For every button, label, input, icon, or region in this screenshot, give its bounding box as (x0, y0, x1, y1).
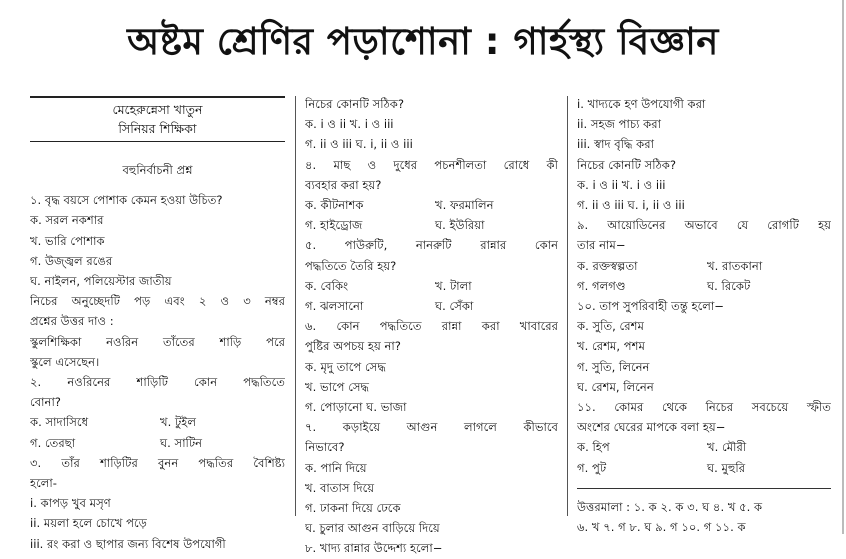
option: ক. হিপ (577, 440, 610, 455)
option: গ. পোড়ানো ঘ. ভাজা (305, 400, 407, 415)
option: ক. রক্তস্বল্পতা (577, 258, 638, 273)
question-5: ৫. পাউরুটি, নানরুটি রান্নার কোন (305, 238, 558, 253)
question-9: ৯. আয়োডিনের অভাবে যে রোগটি হয় (577, 218, 831, 233)
option: গ. পুট (577, 460, 607, 475)
column-divider (295, 96, 296, 516)
question-9: তার নাম− (577, 238, 626, 253)
option: গ. ঝলসানো (305, 299, 364, 314)
option: খ. টুইল (160, 415, 196, 430)
option: ঘ. রেশম, লিনেন (577, 379, 654, 394)
option: খ. মৌরী (707, 440, 747, 455)
option: খ. ভারি পোশাক (30, 233, 105, 248)
option: ক. i ও ii খ. i ও iii (305, 117, 394, 132)
question-2: বোনা? (30, 395, 61, 410)
option: খ. ফরমালিন (435, 198, 494, 213)
passage-instruction: প্রশ্নের উত্তর দাও : (30, 314, 114, 329)
headline: অষ্টম শ্রেণির পড়াশোনা : গার্হস্থ্য বিজ্ঞান (127, 19, 719, 63)
question-2: ২. নওরিনের শাড়িটি কোন পদ্ধতিতে (30, 375, 285, 390)
column-3 (577, 94, 831, 537)
which-correct: নিচের কোনটি সঠিক? (305, 97, 405, 111)
option-pair (305, 276, 558, 296)
option: গ. ii ও iii ঘ. i, ii ও iii (577, 198, 685, 213)
statement: ii. সহজ পাচ্য করা (577, 117, 662, 132)
option: ক. পানি দিয়ে (305, 460, 367, 475)
option: ঘ. ইউরিয়া (435, 218, 485, 233)
option-pair (305, 195, 558, 215)
option-pair (577, 458, 831, 478)
answer-key: ৬. খ ৭. গ ৮. ঘ ৯. গ ১০. গ ১১. ক (577, 520, 746, 535)
option: খ. ভাপে সেদ্ধ (305, 379, 370, 394)
question-11: ১১. কোমর থেকে নিচের সবচেয়ে স্ফীত (577, 400, 831, 415)
question-7: নিভাবে? (305, 440, 345, 455)
option: ক. সাদাসিধে (30, 415, 89, 430)
question-6: ৬. কোন পদ্ধতিতে রান্না করা খাবারের (305, 319, 558, 334)
option: ঘ. চুলার আগুন বাড়িয়ে দিয়ে (305, 521, 440, 536)
option: ক. বেকিং (305, 278, 349, 293)
option: গ. গলগণ্ড (577, 278, 626, 293)
column-2 (305, 94, 558, 559)
author-name: মেহেরুন্নেসা খাতুন (112, 102, 203, 117)
option: ঘ. মুহুরি (707, 460, 746, 475)
option-pair (30, 433, 285, 453)
option-pair (305, 215, 558, 235)
option: ঘ. সাটিন (160, 435, 203, 450)
statement: i. খাদ্যকে হণ উপযোগী করা (577, 97, 706, 111)
option: গ. তেরছা (30, 435, 76, 450)
option: খ. রাতকানা (707, 258, 763, 273)
option: গ. ii ও iii ঘ. i, ii ও iii (305, 137, 413, 152)
option: ক. সরল নকশার (30, 213, 104, 228)
option: গ. উজ্জ্বল রঙের (30, 253, 113, 268)
option: ঘ. নাইলন, পলিয়েস্টার জাতীয় (30, 274, 172, 289)
page-edge-divider (842, 0, 844, 534)
option: ক. সুতি, রেশম (577, 319, 644, 334)
answer-key-rule (577, 488, 831, 489)
option-pair (577, 437, 831, 457)
author-role: সিনিয়র শিক্ষিকা (118, 121, 197, 136)
which-correct: নিচের কোনটি সঠিক? (577, 157, 677, 172)
question-8: ৮. খাদ্য রান্নার উদ্দেশ্য হলো− (305, 541, 443, 556)
option: ক. মৃদু তাপে সেদ্ধ (305, 359, 386, 374)
option: খ. বাতাস দিয়ে (305, 480, 375, 495)
option: ক. কীটনাশক (305, 198, 364, 213)
question-4: ব্যবহার করা হয়? (305, 177, 382, 192)
column-1 (30, 94, 285, 554)
option: ঘ. রিকেট (707, 278, 751, 293)
option: গ. হাইড্রোজ (305, 218, 363, 233)
statement: ii. ময়লা হলে চোখে পড়ে (30, 516, 147, 531)
option-pair (577, 256, 831, 276)
question-1: ১. বৃদ্ধ বয়সে পোশাক কেমন হওয়া উচিত? (30, 193, 223, 208)
question-5: পদ্ধতিতে তৈরি হয়? (305, 258, 397, 273)
option-pair (305, 296, 558, 316)
statement: iii. রং করা ও ছাপার জন্য বিশেষ উপযোগী (30, 536, 226, 551)
statement: i. কাপড় খুব মসৃণ (30, 496, 111, 511)
option: ক. i ও ii খ. i ও iii (577, 177, 666, 192)
question-3: হলো- (30, 476, 57, 491)
answer-key: উত্তরমালা : ১. ক ২. ক ৩. ঘ ৪. খ ৫. ক (577, 499, 763, 514)
question-10: ১০. তাপ সুপরিবাহী তন্তু হলো− (577, 299, 725, 314)
passage-text: স্কুলশিক্ষিকা নওরিন তাঁতের শাড়ি পরে (30, 334, 285, 349)
section-title: বহুনির্বাচনী প্রশ্ন (122, 163, 193, 177)
statement: iii. স্বাদ বৃদ্ধি করা (577, 137, 655, 152)
question-3: ৩. তাঁর শাড়িটির বুনন পদ্ধতির বৈশিষ্ট্য (30, 455, 285, 470)
option: ঘ. সেঁকা (435, 299, 474, 314)
passage-text: স্কুলে এসেছেন। (30, 354, 100, 369)
question-4: ৪. মাছ ও দুধের পচনশীলতা রোধে কী (305, 157, 558, 172)
column-divider (567, 96, 568, 516)
byline (30, 98, 285, 142)
option: খ. রেশম, পশম (577, 339, 645, 354)
question-6: পুষ্টির অপচয় হয় না? (305, 339, 401, 354)
passage-instruction: নিচের অনুচ্ছেদটি পড় এবং ২ ও ৩ নম্বর (30, 294, 285, 309)
option: খ. টালা (435, 278, 472, 293)
option: গ. সুতি, লিনেন (577, 359, 650, 374)
option-pair (577, 276, 831, 296)
option: গ. ঢাকনা দিয়ে ঢেকে (305, 501, 401, 516)
question-11: অংশের ঘেরের মাপকে বলা হয়− (577, 420, 726, 435)
question-7: ৭. কড়াইয়ে আগুন লাগলে কীভাবে (305, 420, 558, 435)
option-pair (30, 412, 285, 432)
